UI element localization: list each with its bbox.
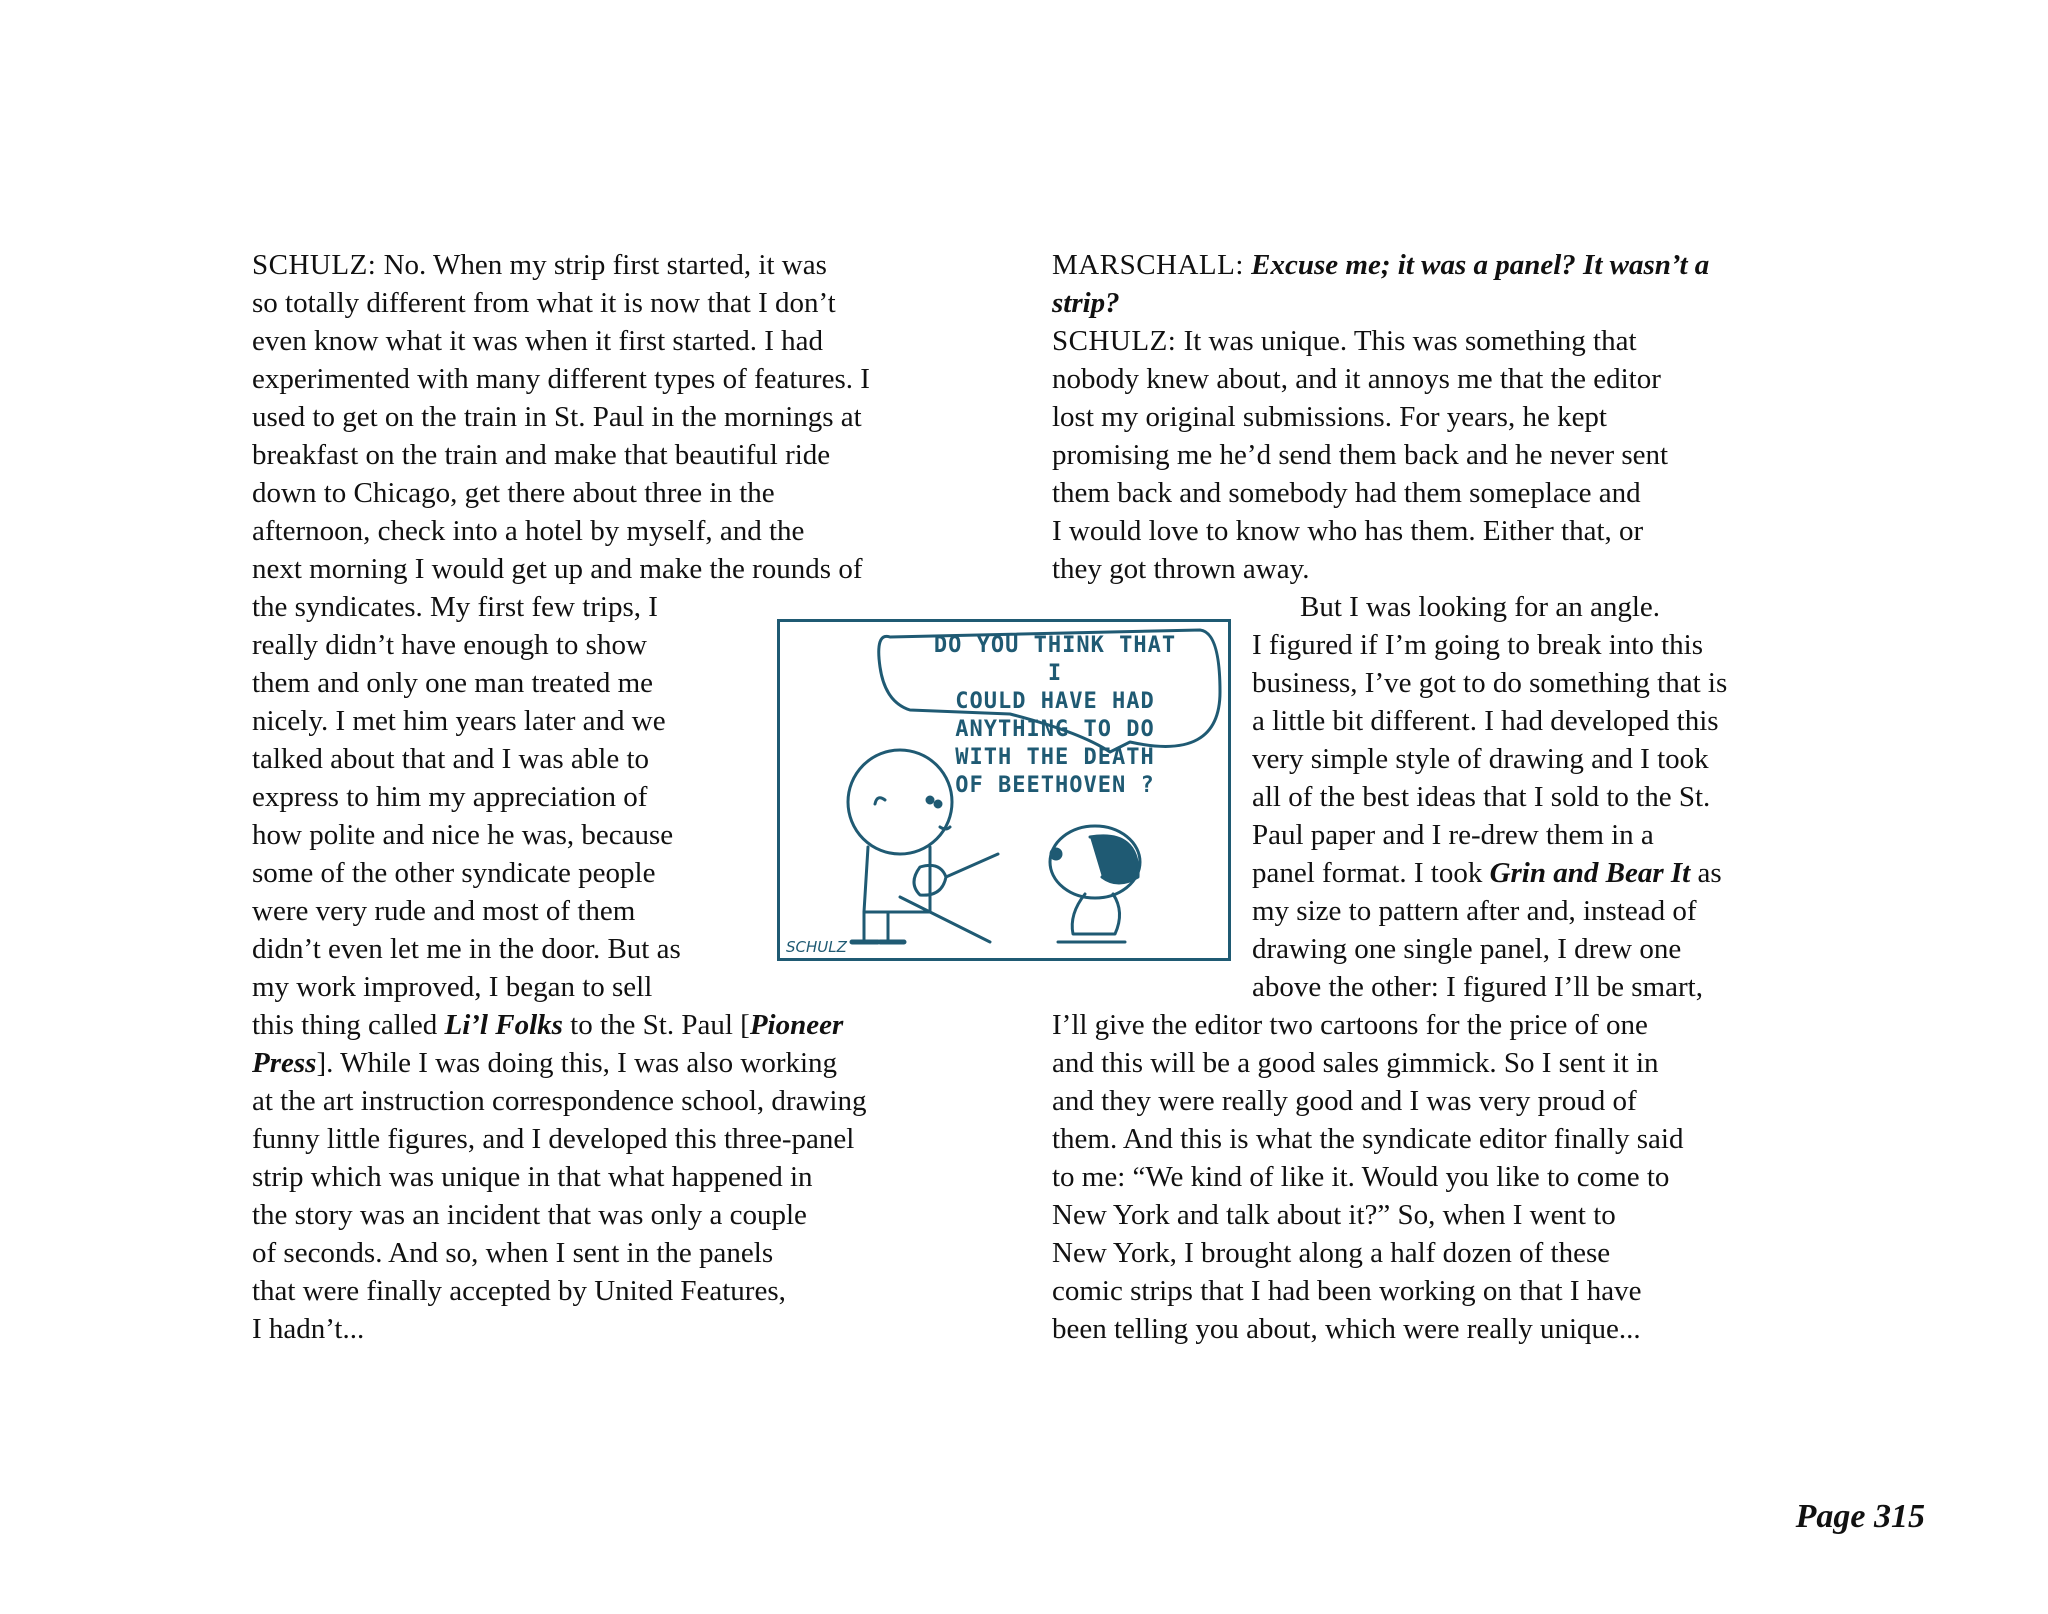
left-line: afternoon, check into a hotel by myself, and the <box>252 515 805 547</box>
right-line: New York and talk about it?” So, when I went to <box>1052 1199 1616 1231</box>
left-line: the story was an incident that was only a couple <box>252 1199 807 1231</box>
right-line: been telling you about, which were really unique... <box>1052 1313 1641 1345</box>
right-line: them. And this is what the syndicate editor finally said <box>1052 1123 1684 1155</box>
left-line: I hadn’t... <box>252 1313 365 1345</box>
left-line: didn’t even let me in the door. But as <box>252 933 681 965</box>
left-line: down to Chicago, get there about three in the <box>252 477 775 509</box>
left-line: experimented with many different types of features. I <box>252 363 870 395</box>
right-line: and this will be a good sales gimmick. So I sent it in <box>1052 1047 1659 1079</box>
right-line: New York, I brought along a half dozen of these <box>1052 1237 1611 1269</box>
right-line-15: panel format. I took Grin and Bear It as <box>1252 857 1722 889</box>
left-line: were very rude and most of them <box>252 895 636 927</box>
left-line: next morning I would get up and make the rounds of <box>252 553 863 585</box>
left-line-22: Press]. While I was doing this, I was also working <box>252 1047 838 1079</box>
left-line: how polite and nice he was, because <box>252 819 674 851</box>
right-line: above the other: I figured I’ll be smart, <box>1252 971 1703 1003</box>
question-line-1: MARSCHALL: Excuse me; it was a panel? It wasn’t a <box>1052 249 1710 281</box>
title-press: Press <box>252 1047 317 1079</box>
left-line: express to him my appreciation of <box>252 781 648 813</box>
speaker-schulz: SCHULZ: <box>252 249 377 281</box>
right-line: business, I’ve got to do something that is <box>1252 667 1728 699</box>
title-pioneer: Pioneer <box>749 1009 844 1041</box>
artist-signature: SCHULZ <box>786 938 847 956</box>
left-line: strip which was unique in that what happened in <box>252 1161 813 1193</box>
left-line: them and only one man treated me <box>252 667 654 699</box>
left-line: some of the other syndicate people <box>252 857 656 889</box>
answer-line-1: SCHULZ: It was unique. This was something that <box>1052 325 1637 357</box>
left-line: that were finally accepted by United Features, <box>252 1275 786 1307</box>
right-line: and they were really good and I was very proud of <box>1052 1085 1637 1117</box>
left-line: at the art instruction correspondence school, drawing <box>252 1085 867 1117</box>
left-line-21: this thing called Li’l Folks to the St. Paul [Pioneer <box>252 1009 844 1041</box>
right-line: I’ll give the editor two cartoons for the price of one <box>1052 1009 1648 1041</box>
title-lil-folks: Li’l Folks <box>444 1009 563 1041</box>
right-line: they got thrown away. <box>1052 553 1310 585</box>
left-line: funny little figures, and I developed this three-panel <box>252 1123 855 1155</box>
title-grin-and-bear-it: Grin and Bear It <box>1489 857 1691 889</box>
left-line: used to get on the train in St. Paul in the mornings at <box>252 401 862 433</box>
right-line: I figured if I’m going to break into this <box>1252 629 1704 661</box>
right-line: them back and somebody had them someplace and <box>1052 477 1641 509</box>
right-line: all of the best ideas that I sold to the St. <box>1252 781 1711 813</box>
right-line: I would love to know who has them. Either that, or <box>1052 515 1644 547</box>
speaker-marschall: MARSCHALL: <box>1052 249 1244 281</box>
right-line: to me: “We kind of like it. Would you like to come to <box>1052 1161 1670 1193</box>
page-number: Page 315 <box>1795 1498 1925 1535</box>
right-line: But I was looking for an angle. <box>1300 591 1661 623</box>
right-line: a little bit different. I had developed this <box>1252 705 1719 737</box>
right-line: promising me he’d send them back and he never sent <box>1052 439 1669 471</box>
speech-text: DO YOU THINK THAT I COULD HAVE HAD ANYTHING TO DO WITH THE DEATH OF BEETHOVEN ? <box>933 633 1177 798</box>
right-line: Paul paper and I re-drew them in a <box>1252 819 1654 851</box>
right-line: nobody knew about, and it annoys me that the editor <box>1052 363 1661 395</box>
left-line-1: SCHULZ: No. When my strip first started, it was <box>252 249 827 281</box>
left-line: really didn’t have enough to show <box>252 629 647 661</box>
right-line: drawing one single panel, I drew one <box>1252 933 1682 965</box>
left-line: so totally different from what it is now that I don’t <box>252 287 836 319</box>
left-line: of seconds. And so, when I sent in the panels <box>252 1237 774 1269</box>
right-line: comic strips that I had been working on that I have <box>1052 1275 1642 1307</box>
comic-panel <box>777 619 1231 961</box>
left-line: talked about that and I was able to <box>252 743 650 775</box>
speaker-schulz: SCHULZ: <box>1052 325 1177 357</box>
right-line: my size to pattern after and, instead of <box>1252 895 1697 927</box>
snoopy-body <box>1072 894 1119 934</box>
left-line: my work improved, I began to sell <box>252 971 653 1003</box>
left-line: even know what it was when it first started. I had <box>252 325 823 357</box>
right-line: lost my original submissions. For years, he kept <box>1052 401 1607 433</box>
left-line: breakfast on the train and make that beautiful ride <box>252 439 831 471</box>
charlie-body <box>864 847 930 912</box>
right-line: very simple style of drawing and I took <box>1252 743 1709 775</box>
left-line: the syndicates. My first few trips, I <box>252 591 658 623</box>
left-line: nicely. I met him years later and we <box>252 705 666 737</box>
question-line-2: strip? <box>1052 287 1120 319</box>
